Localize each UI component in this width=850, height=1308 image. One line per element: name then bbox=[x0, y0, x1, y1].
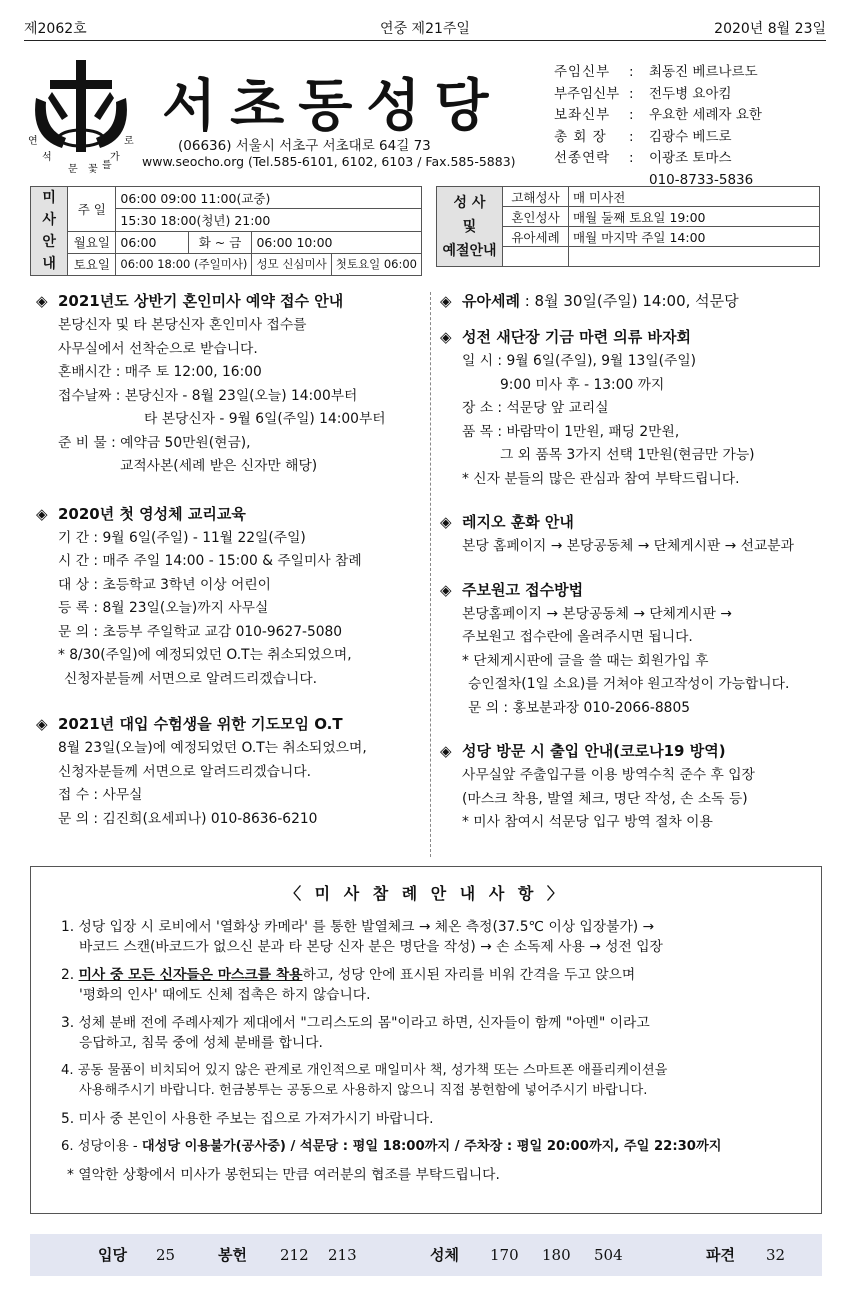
section-line: 등 록 : 8월 23일(오늘)까지 사무실 bbox=[58, 600, 269, 616]
section-line: 그 외 품목 3가지 선택 1만원(현금만 가능) bbox=[500, 447, 755, 463]
diamond-bullet-icon: ◈ bbox=[440, 328, 452, 346]
staff-row: 부주임신부 : 전두병 요아킴 bbox=[554, 85, 732, 102]
diamond-bullet-icon: ◈ bbox=[440, 742, 452, 760]
dismissal-label: 파견 bbox=[706, 1246, 735, 1264]
section-line: 9:00 미사 후 - 13:00 까지 bbox=[500, 376, 665, 393]
section-line: 본당홈페이지 → 본당공동체 → 단체게시판 → bbox=[462, 605, 732, 622]
monday-label: 월요일 bbox=[68, 231, 116, 253]
right-column bbox=[440, 288, 840, 849]
section-title: ◈ 성전 새단장 기금 마련 의류 바자회 bbox=[440, 324, 840, 350]
issue-date: 2020년 8월 23일 bbox=[714, 21, 826, 37]
exam-prayer-section bbox=[36, 711, 426, 831]
monday-time: 06:00 bbox=[116, 231, 188, 253]
section-line: 혼배시간 : 매주 토 12:00, 16:00 bbox=[58, 364, 262, 380]
saturday-time: 06:00 18:00 (주일미사) bbox=[116, 253, 252, 275]
section-line: 일 시 : 9월 6일(주일), 9월 13일(주일) bbox=[462, 353, 697, 369]
sacrament-label: 고해성사 bbox=[503, 187, 569, 207]
guideline-item: 5. 미사 중 본인이 사용한 주보는 집으로 가져가시기 바랍니다. bbox=[61, 1111, 434, 1127]
communion-label: 성체 bbox=[430, 1246, 459, 1264]
sacrament-label bbox=[503, 247, 569, 267]
sacrament-label: 혼인성사 bbox=[503, 207, 569, 227]
section-title: ◈ 2021년도 상반기 혼인미사 예약 접수 안내 bbox=[36, 288, 426, 314]
diamond-bullet-icon: ◈ bbox=[440, 513, 452, 531]
section-line: 본당신자 및 타 본당신자 혼인미사 접수를 bbox=[58, 317, 307, 333]
section-line: 문 의 : 홍보분과장 010-2066-8805 bbox=[468, 699, 690, 716]
header-rule bbox=[24, 40, 826, 41]
communion-value: 504 bbox=[594, 1246, 623, 1264]
parish-title: 서초동성당 bbox=[162, 74, 503, 139]
section-line: 사무실앞 주출입구를 이용 방역수칙 준수 후 입장 bbox=[462, 767, 755, 783]
staff-row: 010-8733-5836 bbox=[649, 171, 754, 188]
clothes-bazaar-section bbox=[440, 324, 840, 491]
weekday-label: 화 ~ 금 bbox=[188, 231, 252, 253]
section-line: 접수날짜 : 본당신자 - 8월 23일(오늘) 14:00부터 bbox=[58, 387, 358, 404]
communion-value: 170 bbox=[490, 1246, 519, 1264]
offertory-label: 봉헌 bbox=[218, 1246, 247, 1264]
svg-text:로: 로 bbox=[124, 136, 134, 147]
issue-number: 제2062호 bbox=[24, 21, 87, 37]
section-line: 신청자분들께 서면으로 알려드리겠습니다. bbox=[58, 763, 312, 780]
section-line: 8월 23일(오늘)에 예정되었던 O.T는 취소되었으며, bbox=[58, 740, 367, 756]
section-line: 문 의 : 초등부 주일학교 교감 010-9627-5080 bbox=[58, 623, 343, 640]
section-line: 기 간 : 9월 6일(주일) - 11월 22일(주일) bbox=[58, 529, 306, 546]
sacrament-label: 유아세례 bbox=[503, 227, 569, 247]
sacrament-value: 매월 둘째 토요일 19:00 bbox=[569, 207, 820, 227]
offertory-value: 212 bbox=[280, 1246, 309, 1264]
section-line: 접 수 : 사무실 bbox=[58, 787, 143, 803]
column-divider bbox=[430, 292, 431, 857]
cross-hands-logo-icon bbox=[22, 58, 142, 176]
staff-row: 선종연락 : 이광조 토마스 bbox=[554, 150, 732, 166]
issue-header bbox=[24, 18, 826, 38]
section-line: 타 본당신자 - 9월 6일(주일) 14:00부터 bbox=[144, 411, 386, 427]
svg-text:석: 석 bbox=[42, 152, 52, 163]
diamond-bullet-icon: ◈ bbox=[440, 292, 452, 310]
staff-row: 주임신부 : 최동진 베르나르도 bbox=[554, 64, 758, 80]
section-title: ◈ 2021년 대입 수험생을 위한 기도모임 O.T bbox=[36, 711, 426, 737]
svg-text:연: 연 bbox=[28, 136, 38, 147]
svg-text:가: 가 bbox=[110, 152, 120, 163]
sunday-times-1: 06:00 09:00 11:00(교중) bbox=[116, 187, 422, 209]
guideline-item: 1. 성당 입장 시 로비에서 '열화상 카메라' 를 통한 발열체크 → 체온 측정(37.5℃ 이상 입장불가) → 바코드 스캔(바코드가 없으신 분과 타 본당 신자 분은 명단을 작성) → 손 소독제 사용 → 성전 입장 bbox=[61, 919, 663, 955]
weekday-time: 06:00 10:00 bbox=[252, 231, 422, 253]
section-title: ◈ 레지오 훈화 안내 bbox=[440, 509, 840, 535]
liturgy-roles-bar bbox=[30, 1234, 822, 1276]
guideline-item: 3. 성체 분배 전에 주례사제가 제대에서 "그리스도의 몸"이라고 하면, 신자들이 함께 "아멘" 이라고 응답하고, 침묵 중에 성체 분배를 합니다. bbox=[61, 1015, 650, 1051]
section-line: * 8/30(주일)에 예정되었던 O.T는 취소되었으며, bbox=[58, 647, 352, 663]
section-title: ◈ 2020년 첫 영성체 교리교육 bbox=[36, 501, 426, 527]
svg-text:꽃: 꽃 bbox=[88, 164, 98, 175]
sunday-times-2: 15:30 18:00(청년) 21:00 bbox=[116, 209, 422, 231]
guideline-item: 4. 공동 물품이 비치되어 있지 않은 관계로 개인적으로 매일미사 책, 성가책 또는 스마트폰 애플리케이션을 사용해주시기 바랍니다. 헌금봉투는 공동으로 사용하지 않으니 직접 봉헌함에 넣어주시기 바랍니다. bbox=[61, 1063, 668, 1098]
offertory-value: 213 bbox=[328, 1246, 357, 1264]
mass-schedule-title: 미 사 안 내 bbox=[31, 187, 68, 276]
section-line: 사무실에서 선착순으로 받습니다. bbox=[58, 340, 258, 357]
mass-schedule-table bbox=[30, 186, 422, 276]
section-line: 품 목 : 바람막이 1만원, 패딩 2만원, bbox=[462, 423, 680, 440]
guideline-footnote: * 열악한 상황에서 미사가 봉헌되는 만큼 여러분의 협조를 부탁드립니다. bbox=[67, 1167, 500, 1183]
section-line: 주보원고 접수란에 올려주시면 됩니다. bbox=[462, 629, 693, 645]
first-saturday: 첫토요일 06:00 bbox=[331, 253, 421, 275]
section-line: 본당 홈페이지 → 본당공동체 → 단체게시판 → 선교분과 bbox=[462, 538, 794, 554]
staff-list bbox=[554, 62, 762, 191]
section-line: 승인절차(1일 소요)를 거쳐야 원고작성이 가능합니다. bbox=[468, 676, 790, 692]
baby-baptism-section bbox=[440, 288, 840, 314]
diamond-bullet-icon: ◈ bbox=[36, 504, 48, 523]
guidelines-title: 〈 미 사 참 례 안 내 사 항 〉 bbox=[285, 884, 567, 903]
communion-value: 180 bbox=[542, 1246, 571, 1264]
legio-section bbox=[440, 509, 840, 559]
section-line: * 미사 참여시 석문당 입구 방역 절차 이용 bbox=[462, 814, 713, 830]
section-title: ◈ 유아세례 : 8월 30일(주일) 14:00, 석문당 bbox=[440, 288, 840, 314]
section-line: (마스크 착용, 발열 체크, 명단 작성, 손 소독 등) bbox=[462, 790, 748, 807]
mass-guidelines-box bbox=[30, 866, 822, 1214]
diamond-bullet-icon: ◈ bbox=[36, 292, 48, 310]
parish-logo bbox=[22, 58, 142, 176]
wedding-section bbox=[36, 288, 426, 479]
section-line: * 단체게시판에 글을 쓸 때는 회원가입 후 bbox=[462, 652, 709, 669]
staff-row: 보좌신부 : 우요한 세례자 요한 bbox=[554, 107, 762, 123]
parish-contact[interactable]: www.seocho.org (Tel.585-6101, 6102, 6103 / Fax.585-5883) bbox=[142, 154, 516, 169]
sunday-label: 주 일 bbox=[68, 187, 116, 232]
parish-address: (06636) 서울시 서초구 서초대로 64길 73 bbox=[178, 138, 431, 154]
saturday-extra: 성모 신심미사 bbox=[252, 253, 331, 275]
sacrament-value bbox=[569, 247, 820, 267]
guideline-item: 6. 성당이용 - 대성당 이용불가(공사중) / 석문당 : 평일 18:00까지 / 주차장 : 평일 20:00까지, 주일 22:30까지 bbox=[61, 1139, 722, 1154]
section-line: 교적사본(세례 받은 신자만 해당) bbox=[120, 458, 318, 474]
saturday-label: 토요일 bbox=[68, 253, 116, 275]
section-line: 장 소 : 석문당 앞 교리실 bbox=[462, 400, 609, 416]
left-column bbox=[36, 288, 426, 845]
section-title: ◈ 주보원고 접수방법 bbox=[440, 577, 840, 603]
liturgical-week: 연중 제21주일 bbox=[380, 21, 470, 37]
staff-row: 총 회 장 : 김광수 베드로 bbox=[554, 128, 732, 145]
dismissal-value: 32 bbox=[766, 1246, 786, 1264]
first-communion-section bbox=[36, 501, 426, 692]
sacrament-table bbox=[436, 186, 820, 267]
bulletin-section bbox=[440, 577, 840, 721]
section-title: ◈ 성당 방문 시 출입 안내(코로나19 방역) bbox=[440, 738, 840, 764]
section-line: 문 의 : 김진희(요세피나) 010-8636-6210 bbox=[58, 810, 318, 827]
sacrament-value: 매월 마지막 주일 14:00 bbox=[569, 227, 820, 247]
entrance-label: 입당 bbox=[98, 1246, 127, 1264]
section-line: 신청자분들께 서면으로 알려드리겠습니다. bbox=[64, 670, 318, 687]
sacrament-value: 매 미사전 bbox=[569, 187, 820, 207]
section-line: 대 상 : 초등학교 3학년 이상 어린이 bbox=[58, 576, 272, 593]
svg-text:를: 를 bbox=[102, 160, 112, 171]
sacrament-title: 성 사 및 예절안내 bbox=[437, 187, 503, 267]
svg-text:문: 문 bbox=[68, 164, 78, 175]
section-line: * 신자 분들의 많은 관심과 참여 부탁드립니다. bbox=[462, 470, 740, 487]
diamond-bullet-icon: ◈ bbox=[440, 580, 452, 599]
entrance-value: 25 bbox=[156, 1246, 176, 1264]
section-line: 시 간 : 매주 주일 14:00 - 15:00 & 주일미사 참례 bbox=[58, 553, 362, 569]
section-line: 준 비 물 : 예약금 50만원(현금), bbox=[58, 434, 251, 451]
visit-section bbox=[440, 738, 840, 835]
diamond-bullet-icon: ◈ bbox=[36, 715, 48, 733]
guidelines-list bbox=[61, 917, 811, 1193]
guideline-item: 2. 미사 중 모든 신자들은 마스크를 착용하고, 성당 안에 표시된 자리를 비워 간격을 두고 앉으며 '평화의 인사' 때에도 신체 접촉은 하지 않습니다. bbox=[61, 967, 636, 1003]
